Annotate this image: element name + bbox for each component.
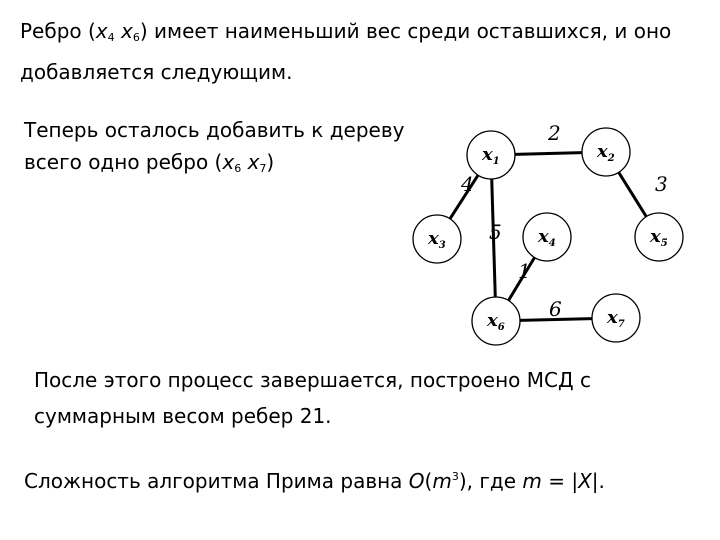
- p4-x: X: [578, 469, 592, 493]
- paragraph-process-finished: После этого процесс завершается, построено МСД с суммарным весом ребер 21.: [34, 368, 591, 428]
- p4-m: m: [432, 469, 452, 493]
- p4-big-o: O: [408, 469, 425, 493]
- p2-var-2: x: [247, 150, 260, 174]
- p2-sub-2: 7: [259, 162, 267, 175]
- node-x5: [635, 213, 683, 261]
- p1-text-a: Ребро (: [20, 19, 96, 43]
- node-var-x2: x: [597, 141, 608, 162]
- p4-text-a: Сложность алгоритма Прима равна: [24, 469, 409, 493]
- edge-weight-x1-x6: 5: [489, 220, 502, 244]
- p1-var-1: x: [95, 19, 108, 43]
- node-sub-x1: 1: [492, 156, 500, 167]
- p2-var-1: x: [222, 150, 235, 174]
- p1-sub-2: 6: [132, 31, 140, 44]
- node-x4: [523, 213, 571, 261]
- edge-weight-x6-x7: 6: [549, 297, 562, 321]
- node-var-x1: x: [482, 144, 493, 165]
- p4-text-c: ), где: [458, 469, 523, 493]
- p2-text-a: Теперь осталось добавить к дереву всего одно ребро (: [24, 118, 405, 174]
- node-sub-x4: 4: [548, 238, 556, 249]
- node-sub-x7: 7: [617, 319, 625, 330]
- edge-x1-x2: [515, 153, 582, 155]
- node-x3: [413, 215, 461, 263]
- p1-var-2: x: [121, 19, 133, 43]
- node-x6: [472, 297, 520, 345]
- p1-sub-1: 4: [107, 31, 115, 44]
- p2-sub-1: 6: [234, 162, 242, 175]
- edge-x2-x5: [619, 172, 647, 216]
- node-var-x4: x: [538, 226, 549, 247]
- p4-text-d: = |: [541, 469, 579, 493]
- p4-text-e: |.: [591, 469, 605, 493]
- paragraph-complexity: [24, 460, 704, 498]
- node-sub-x6: 6: [497, 322, 505, 333]
- edge-weight-x1-x2: 2: [548, 121, 561, 145]
- node-sub-x3: 3: [438, 240, 446, 251]
- node-var-x3: x: [428, 228, 439, 249]
- edge-weight-x1-x3: 4: [461, 172, 474, 196]
- p4-paren: (: [424, 469, 433, 493]
- edge-weight-x2-x5: 3: [655, 172, 668, 196]
- node-sub-x5: 5: [660, 238, 668, 249]
- p2-text-b: ): [266, 150, 275, 174]
- node-var-x7: x: [607, 307, 618, 328]
- node-x1: [467, 131, 515, 179]
- node-var-x6: x: [487, 310, 498, 331]
- p1-text-b: ) имеет наименьший вес среди оставшихся, и оно добавляется следующим.: [20, 19, 672, 84]
- p4-m-2: m: [522, 469, 542, 493]
- node-x7: [592, 294, 640, 342]
- edge-weight-x4-x6: 1: [518, 259, 531, 283]
- node-var-x5: x: [650, 226, 661, 247]
- p4-exponent: 3: [451, 470, 459, 483]
- node-x2: [582, 128, 630, 176]
- node-sub-x2: 2: [607, 153, 615, 164]
